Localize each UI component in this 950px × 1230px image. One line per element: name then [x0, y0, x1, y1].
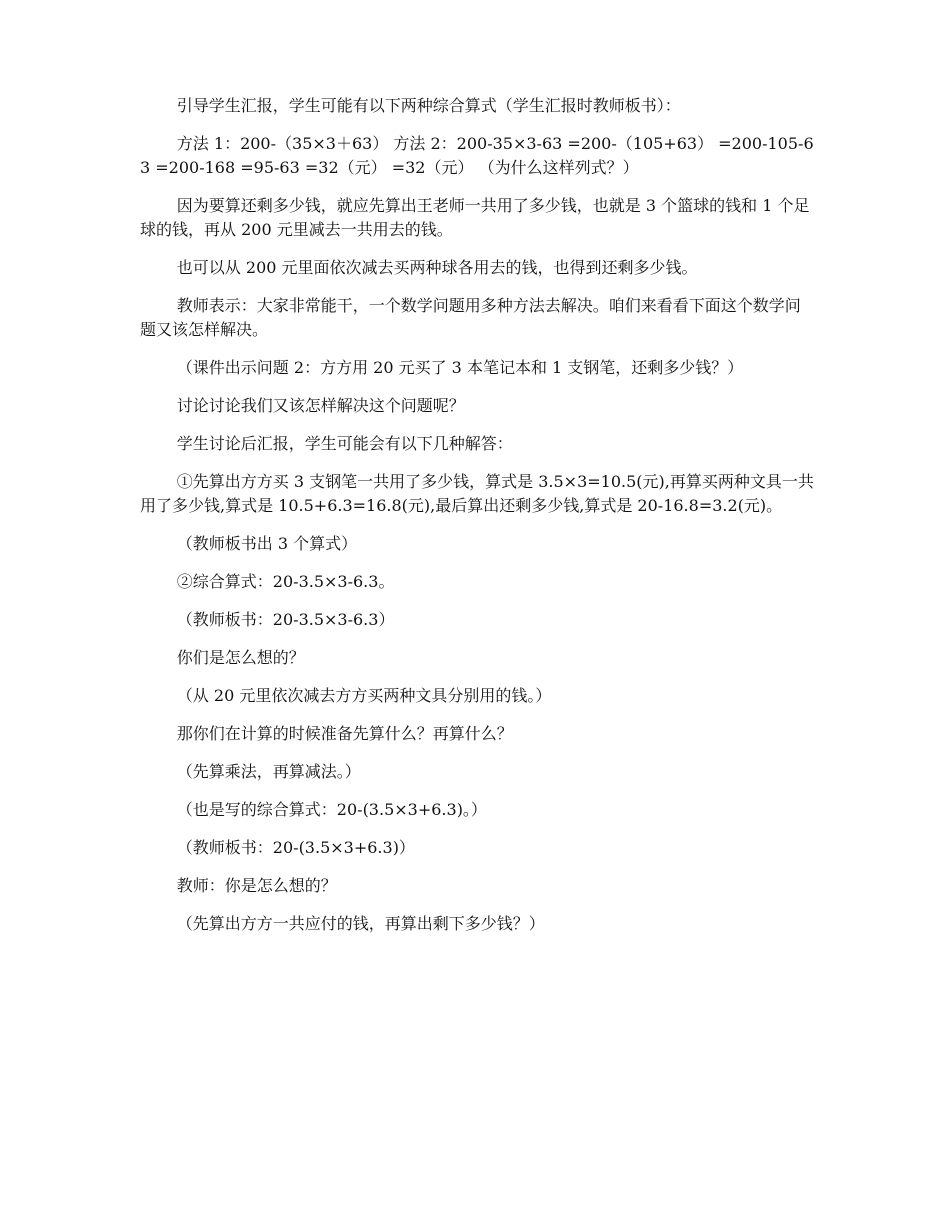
paragraph-17: （也是写的综合算式：20-(3.5×3+6.3)。） [176, 800, 487, 819]
paragraph-16: （先算乘法，再算减法。） [176, 762, 361, 781]
paragraph-1: 引导学生汇报，学生可能有以下两种综合算式（学生汇报时教师板书）： [176, 96, 681, 115]
paragraph-19: 教师：你是怎么想的？ [176, 876, 337, 895]
paragraph-10: （教师板书出 3 个算式） [176, 534, 358, 553]
paragraph-15: 那你们在计算的时候准备先算什么？再算什么？ [176, 724, 513, 743]
paragraph-13: 你们是怎么想的？ [176, 648, 305, 667]
paragraph-11: ②综合算式：20-3.5×3-6.3。 [176, 572, 395, 591]
paragraph-18: （教师板书：20-(3.5×3+6.3)） [176, 838, 415, 857]
document-body [140, 94, 814, 950]
paragraph-9: ①先算出方方买 3 支钢笔一共用了多少钱，算式是 3.5×3=10.5(元),再算买两种文具一共用了多少钱,算式是 10.5+6.3=16.8(元),最后算出还剩多少钱,算式是 20-16.8=3.2(元)。 [140, 472, 814, 515]
paragraph-3: 因为要算还剩多少钱，就应先算出王老师一共用了多少钱，也就是 3 个篮球的钱和 1 个足球的钱，再从 200 元里减去一共用去的钱。 [140, 196, 810, 239]
paragraph-2: 方法 1：200-（35×3＋63） 方法 2：200-35×3-63 =200-（105+63） =200-105-63 =200-168 =95-63 =32（元） =32（元） （为什么这样列式？） [140, 134, 814, 177]
paragraph-8: 学生讨论后汇报，学生可能会有以下几种解答： [176, 434, 513, 453]
paragraph-20: （先算出方方一共应付的钱，再算出剩下多少钱？） [176, 914, 545, 933]
paragraph-12: （教师板书：20-3.5×3-6.3） [176, 610, 395, 629]
paragraph-4: 也可以从 200 元里面依次减去买两种球各用去的钱，也得到还剩多少钱。 [176, 258, 698, 277]
paragraph-7: 讨论讨论我们又该怎样解决这个问题呢？ [176, 396, 465, 415]
paragraph-6: （课件出示问题 2：方方用 20 元买了 3 本笔记本和 1 支钢笔，还剩多少钱？） [176, 358, 744, 377]
paragraph-14: （从 20 元里依次减去方方买两种文具分别用的钱。） [176, 686, 552, 705]
paragraph-5: 教师表示：大家非常能干，一个数学问题用多种方法去解决。咱们来看看下面这个数学问题又该怎样解决。 [140, 296, 801, 339]
